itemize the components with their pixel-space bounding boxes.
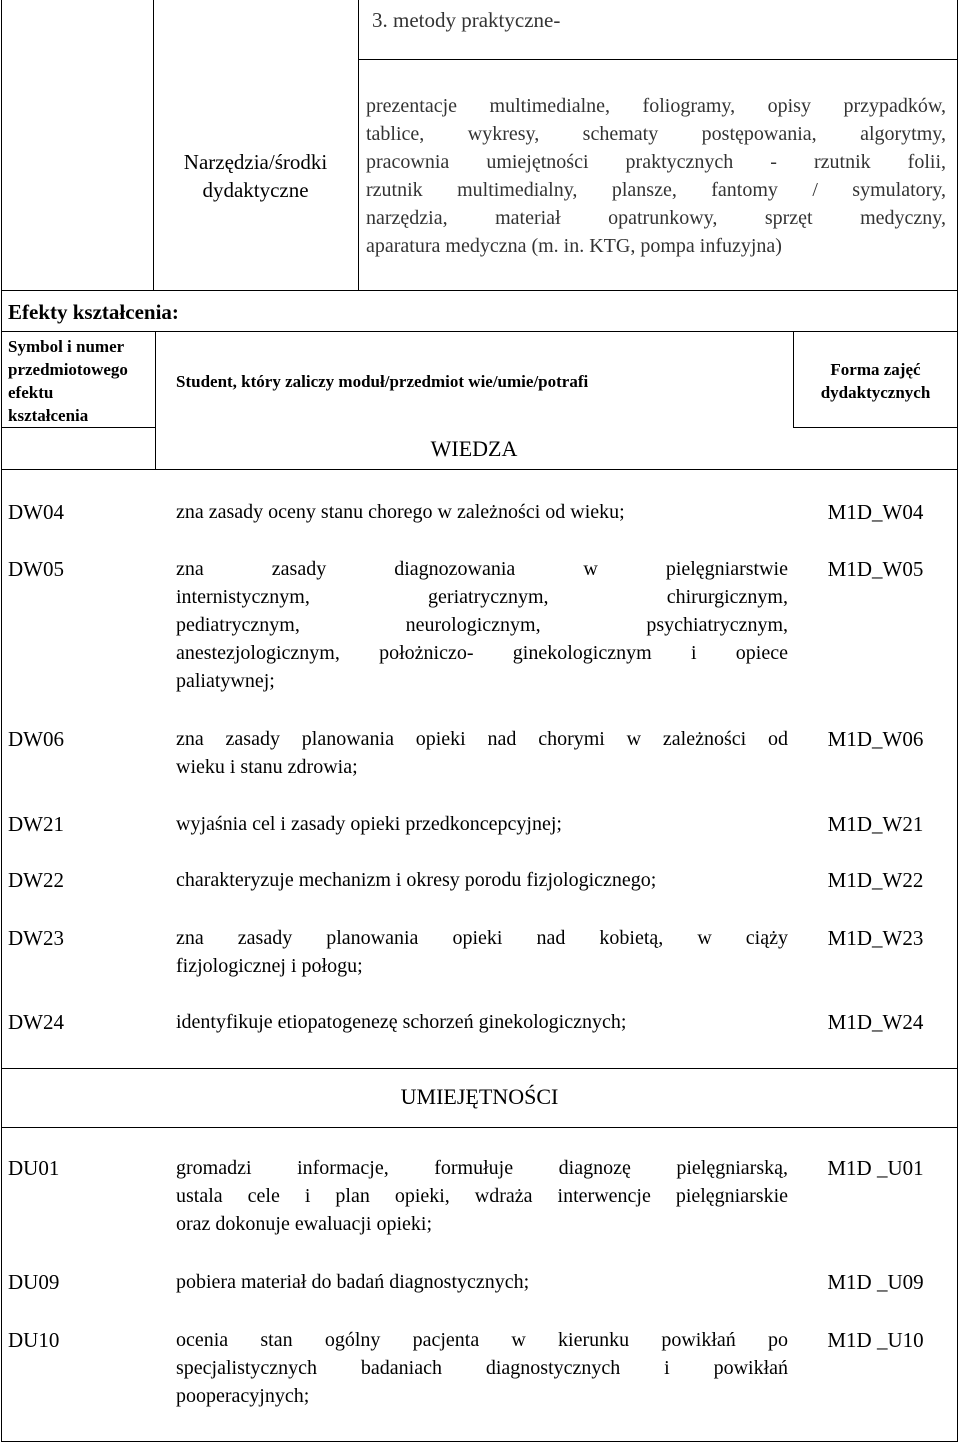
row-form: M1D _U01: [827, 1156, 924, 1180]
row-symbol: DW06: [8, 727, 64, 751]
row-description-line: wieku i stanu zdrowia;: [176, 756, 358, 778]
row-description-line: pediatrycznym, neurologicznym, psychiatrycznym,: [176, 614, 788, 636]
header-symbol-line: przedmiotowego: [8, 360, 128, 379]
header-symbol: [8, 335, 128, 427]
row-form: M1D_W05: [827, 557, 924, 581]
row-description-line: wyjaśnia cel i zasady opieki przedkoncepcyjnej;: [176, 813, 562, 835]
row-symbol: DW22: [8, 868, 64, 892]
row-description: [176, 1008, 788, 1036]
tools-label: [153, 148, 358, 204]
row-description-line: pobiera materiał do badań diagnostycznych;: [176, 1271, 530, 1293]
tools-description-line: tablice, wykresy, schematy postępowania, algorytmy,: [366, 123, 946, 145]
tools-description-line: pracownia umiejętności praktycznych - rzutnik folii,: [366, 151, 946, 173]
header-symbol-line: kształcenia: [8, 406, 89, 425]
effects-title: Efekty kształcenia:: [8, 300, 179, 324]
row-description-line: zna zasady planowania opieki nad kobietą, w ciąży: [176, 927, 788, 949]
tools-label-line: dydaktyczne: [202, 178, 309, 202]
row-symbol: DW05: [8, 557, 64, 581]
row-description-line: zna zasady planowania opieki nad chorymi w zależności od: [176, 728, 788, 750]
row-description-line: specjalistycznych badaniach diagnostycznych i powikłań: [176, 1357, 788, 1379]
row-symbol: DU10: [8, 1328, 60, 1352]
row-symbol: DW21: [8, 812, 64, 836]
row-form: M1D _U10: [827, 1328, 924, 1352]
row-description: [176, 810, 788, 838]
tools-description-line: aparatura medyczna (m. in. KTG, pompa infuzyjna): [366, 235, 782, 257]
row-form: M1D_W23: [827, 926, 924, 950]
section-knowledge: WIEDZA: [430, 436, 518, 461]
row-description: [176, 555, 788, 695]
row-description-line: pooperacyjnych;: [176, 1385, 310, 1407]
tools-description-line: narzędzia, materiał opatrunkowy, sprzęt medyczny,: [366, 207, 946, 229]
section-skills: UMIEJĘTNOŚCI: [400, 1084, 559, 1109]
row-form: M1D_W21: [827, 812, 924, 836]
tools-description: [366, 92, 946, 260]
tools-description-line: prezentacje multimedialne, foliogramy, opisy przypadków,: [366, 95, 946, 117]
row-form: M1D _U09: [827, 1270, 924, 1294]
row-symbol: DU09: [8, 1270, 60, 1294]
row-description-line: fizjologicznej i połogu;: [176, 955, 363, 977]
header-student: Student, który zaliczy moduł/przedmiot wie/umie/potrafi: [176, 372, 589, 391]
header-form-line: dydaktycznych: [820, 383, 931, 402]
row-description: [176, 1326, 788, 1410]
row-description-line: identyfikuje etiopatogenezę schorzeń ginekologicznych;: [176, 1011, 627, 1033]
row-form: M1D_W22: [827, 868, 924, 892]
row-description: [176, 498, 788, 526]
header-symbol-line: efektu: [8, 383, 54, 402]
header-symbol-line: Symbol i numer: [8, 337, 125, 356]
row-description: [176, 1154, 788, 1238]
row-description-line: gromadzi informacje, formułuje diagnozę pielęgniarską,: [176, 1157, 788, 1179]
tools-label-line: Narzędzia/środki: [183, 150, 328, 174]
row-description: [176, 1268, 788, 1296]
row-form: M1D_W24: [827, 1010, 924, 1034]
row-symbol: DU01: [8, 1156, 60, 1180]
row-symbol: DW24: [8, 1010, 64, 1034]
row-description-line: zna zasady oceny stanu chorego w zależności od wieku;: [176, 501, 625, 523]
row-form: M1D_W06: [827, 727, 924, 751]
row-description-line: charakteryzuje mechanizm i okresy porodu fizjologicznego;: [176, 869, 657, 891]
row-description-line: internistycznym, geriatrycznym, chirurgicznym,: [176, 586, 788, 608]
row-symbol: DW23: [8, 926, 64, 950]
row-description-line: paliatywnej;: [176, 670, 275, 692]
row-symbol: DW04: [8, 500, 64, 524]
row-description-line: ustala cele i plan opieki, wdraża interwencje pielęgniarskie: [176, 1185, 788, 1207]
header-form: [793, 358, 958, 404]
row-description: [176, 725, 788, 781]
row-description-line: ocenia stan ogólny pacjenta w kierunku powikłań po: [176, 1329, 788, 1351]
row-description: [176, 924, 788, 980]
tools-description-line: rzutnik multimedialny, plansze, fantomy / symulatory,: [366, 179, 946, 201]
row-description: [176, 866, 788, 894]
header-form-line: Forma zajęć: [830, 360, 921, 379]
row-description-line: oraz dokonuje ewaluacji opieki;: [176, 1213, 433, 1235]
methods-heading: 3. metody praktyczne-: [372, 8, 561, 32]
row-description-line: zna zasady diagnozowania w pielęgniarstwie: [176, 558, 788, 580]
row-form: M1D_W04: [827, 500, 924, 524]
row-description-line: anestezjologicznym, położniczo- ginekologicznym i opiece: [176, 642, 788, 664]
